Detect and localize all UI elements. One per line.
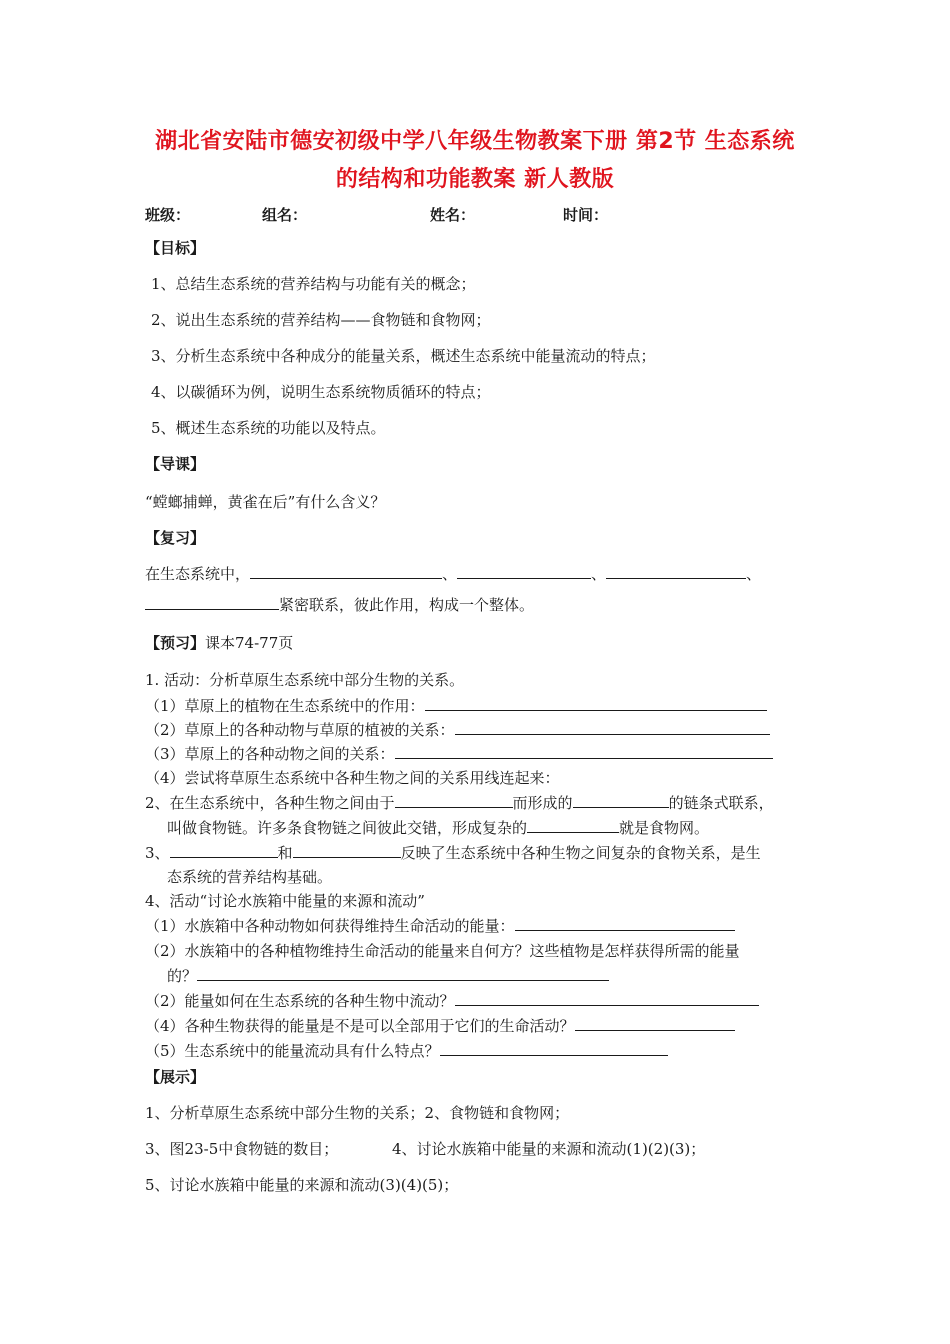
goal-item: 1、总结生态系统的营养结构与功能有关的概念； xyxy=(151,275,476,293)
review-header: 【复习】 xyxy=(145,529,206,547)
blank-field[interactable] xyxy=(395,744,773,759)
preview-q4-1: （1）水族箱中各种动物如何获得维持生命活动的能量： xyxy=(145,915,735,936)
review-line-1: 在生态系统中， 、 、 、 xyxy=(145,565,762,583)
preview-q4-3: （2）能量如何在生态系统的各种生物中流动？ xyxy=(145,990,759,1011)
preview-q4-4: （4）各种生物获得的能量是不是可以全部用于它们的生命活动？ xyxy=(145,1015,735,1036)
preview-q1-3: （3）草原上的各种动物之间的关系： xyxy=(145,743,773,764)
blank-field[interactable] xyxy=(425,696,767,711)
preview-q3-line-1: 3、 和 反映了生态系统中各种生物之间复杂的食物关系，是生 xyxy=(145,844,761,862)
blank-field[interactable] xyxy=(250,564,442,579)
goal-item: 5、概述生态系统的功能以及特点。 xyxy=(151,419,386,437)
show-line-1: 1、分析草原生态系统中部分生物的关系；2、食物链和食物网； xyxy=(145,1104,570,1122)
goal-item: 3、分析生态系统中各种成分的能量关系，概述生态系统中能量流动的特点； xyxy=(151,347,656,365)
preview-q1-2: （2）草原上的各种动物与草原的植被的关系： xyxy=(145,719,770,740)
goal-item: 4、以碳循环为例，说明生态系统物质循环的特点； xyxy=(151,383,491,401)
blank-field[interactable] xyxy=(515,916,735,931)
preview-q4-2-line-1: （2）水族箱中的各种植物维持生命活动的能量来自何方？这些植物是怎样获得所需的能量 xyxy=(145,942,740,960)
preview-q1: 1. 活动：分析草原生态系统中部分生物的关系。 xyxy=(145,671,465,689)
blank-field[interactable] xyxy=(455,720,770,735)
blank-field[interactable] xyxy=(170,843,278,858)
goal-item: 2、说出生态系统的营养结构——食物链和食物网； xyxy=(151,311,491,329)
show-line-2a: 3、图23-5中食物链的数目； xyxy=(145,1140,339,1158)
preview-q4: 4、活动“讨论水族箱中能量的来源和流动” xyxy=(145,892,425,910)
blank-field[interactable] xyxy=(197,966,609,981)
preview-q4-2-line-2: 的？ xyxy=(167,965,609,986)
goals-header: 【目标】 xyxy=(145,239,206,257)
label-group: 组名： xyxy=(262,206,308,224)
blank-field[interactable] xyxy=(293,843,401,858)
blank-field[interactable] xyxy=(145,595,279,610)
title-line-1: 湖北省安陆市德安初级中学八年级生物教案下册 第2节 生态系统 xyxy=(155,129,795,154)
blank-field[interactable] xyxy=(575,1016,735,1031)
show-header: 【展示】 xyxy=(145,1068,206,1086)
blank-field[interactable] xyxy=(457,564,591,579)
label-time: 时间： xyxy=(563,206,609,224)
preview-q3-line-2: 态系统的营养结构基础。 xyxy=(167,868,333,886)
show-line-3: 5、讨论水族箱中能量的来源和流动(3)(4)(5)； xyxy=(145,1176,459,1194)
review-line-2: 紧密联系，彼此作用，构成一个整体。 xyxy=(145,594,534,615)
title-line-2: 的结构和功能教案 新人教版 xyxy=(335,167,615,192)
preview-q4-5: （5）生态系统中的能量流动具有什么特点？ xyxy=(145,1040,668,1061)
preview-q2-line-1: 2、在生态系统中，各种生物之间由于 而形成的 的链条式联系， xyxy=(145,794,774,812)
intro-header: 【导课】 xyxy=(145,455,206,473)
blank-field[interactable] xyxy=(606,564,746,579)
intro-text: “螳螂捕蝉，黄雀在后”有什么含义？ xyxy=(145,493,386,511)
blank-field[interactable] xyxy=(527,818,619,833)
preview-q1-1: （1）草原上的植物在生态系统中的作用： xyxy=(145,695,767,716)
show-line-2b: 4、讨论水族箱中能量的来源和流动(1)(2)(3)； xyxy=(392,1140,706,1158)
blank-field[interactable] xyxy=(440,1041,668,1056)
preview-q2-line-2: 叫做食物链。许多条食物链之间彼此交错，形成复杂的 就是食物网。 xyxy=(167,819,710,837)
label-class: 班级： xyxy=(145,206,191,224)
preview-q1-4: （4）尝试将草原生态系统中各种生物之间的关系用线连起来： xyxy=(145,769,560,787)
blank-field[interactable] xyxy=(573,793,669,808)
blank-field[interactable] xyxy=(455,991,759,1006)
blank-field[interactable] xyxy=(395,793,513,808)
label-name: 姓名： xyxy=(430,206,476,224)
preview-heading: 【预习】课本74-77页 xyxy=(145,634,294,652)
